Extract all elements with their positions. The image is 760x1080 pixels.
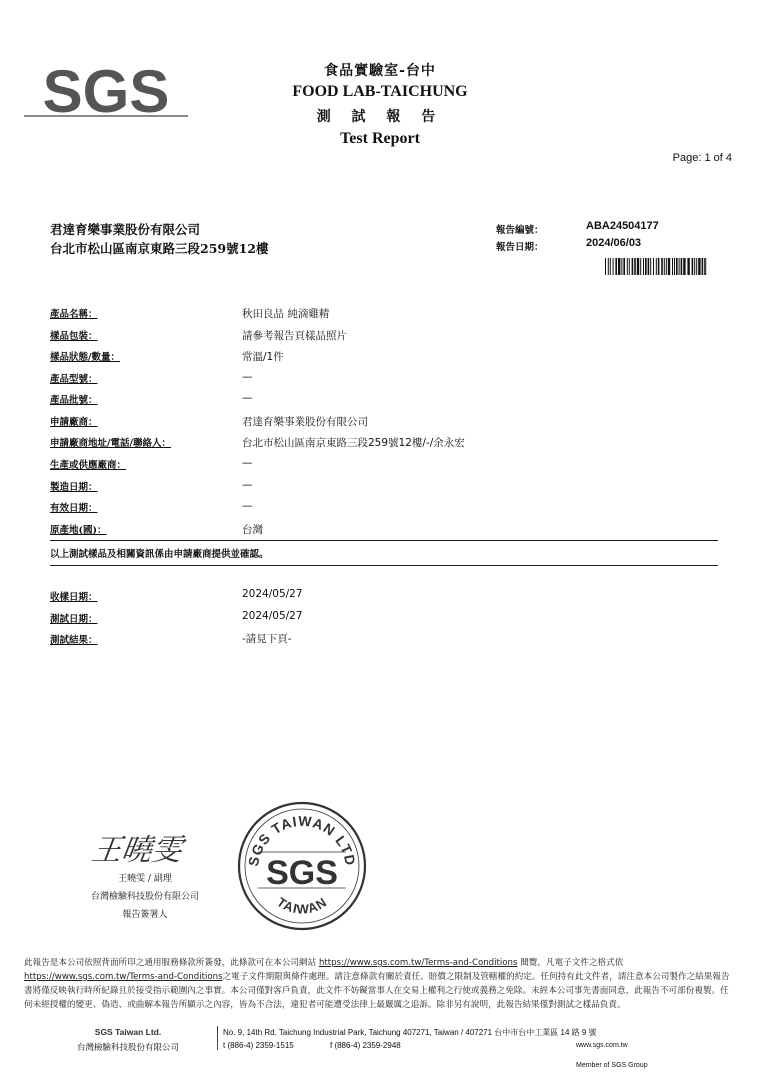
detail-label: 生產或供應廠商： bbox=[50, 460, 127, 471]
detail-label: 製造日期： bbox=[50, 482, 98, 493]
barcode-bar bbox=[687, 258, 689, 275]
detail-value: 君達育樂事業股份有限公司 bbox=[242, 416, 368, 428]
footer-member: Member of SGS Group bbox=[576, 1062, 648, 1069]
barcode-bar bbox=[702, 258, 704, 275]
barcode-bar bbox=[615, 258, 617, 275]
barcode-bar bbox=[681, 258, 683, 275]
detail-label: 樣品包裝： bbox=[50, 331, 98, 342]
detail-value: — bbox=[242, 479, 253, 491]
barcode-bar bbox=[640, 258, 641, 275]
report-number: ABA24504177 bbox=[586, 220, 659, 232]
client-address: 台北市松山區南京東路三段259號12樓 bbox=[50, 241, 269, 256]
report-title-en: Test Report bbox=[340, 130, 420, 147]
barcode-bar bbox=[634, 258, 636, 275]
barcode-bar bbox=[623, 258, 625, 275]
barcode-bar bbox=[632, 258, 634, 275]
detail-value: 秋田良品 純滴雞精 bbox=[242, 308, 330, 320]
detail-value: — bbox=[242, 392, 253, 404]
barcode-bar bbox=[656, 258, 657, 275]
terms-disclaimer bbox=[24, 956, 736, 1012]
detail-value: 常溫/1件 bbox=[242, 351, 284, 363]
barcode-bar bbox=[704, 258, 706, 275]
footer-address: No. 9, 14th Rd. Taichung Industrial Park, Taichung 407271, Taiwan / 407271 台中市台中工業區 14 路 9 號 bbox=[223, 1028, 597, 1037]
barcode bbox=[605, 258, 707, 275]
barcode-bar bbox=[664, 258, 665, 275]
barcode-bar bbox=[674, 258, 675, 275]
date-label: 測試結果： bbox=[50, 635, 98, 646]
barcode-bar bbox=[650, 258, 651, 275]
barcode-bar bbox=[627, 258, 628, 275]
detail-label: 有效日期： bbox=[50, 503, 98, 514]
client-name: 君達育樂事業股份有限公司 bbox=[50, 222, 201, 237]
report-date-label: 報告日期： bbox=[496, 242, 544, 253]
barcode-bar bbox=[637, 258, 639, 275]
barcode-bar bbox=[666, 258, 667, 275]
detail-label: 申請廠商地址/電話/聯絡人： bbox=[50, 438, 171, 449]
detail-value: 台北市松山區南京東路三段259號12樓/-/余永宏 bbox=[242, 437, 465, 449]
sgs-logo-text: SGS bbox=[42, 60, 170, 122]
barcode-bar bbox=[645, 258, 647, 275]
date-value: 2024/05/27 bbox=[242, 588, 303, 600]
detail-label: 原產地(國)： bbox=[50, 525, 107, 536]
disclaimer-text: 此報告是本公司依照背面所印之通用服務條款所簽發，此條款可在本公司網站 bbox=[24, 958, 317, 968]
divider bbox=[50, 565, 718, 566]
barcode-bar bbox=[618, 258, 620, 275]
barcode-bar bbox=[648, 258, 650, 275]
footer-divider bbox=[217, 1026, 218, 1050]
barcode-bar bbox=[643, 258, 644, 275]
signer-name-title: 王曉雯 / 副理 bbox=[118, 874, 172, 884]
confirmation-note: 以上測試樣品及相關資訊係由申請廠商提供並確認。 bbox=[50, 549, 269, 560]
report-date: 2024/06/03 bbox=[586, 237, 642, 249]
report-number-label: 報告編號： bbox=[496, 225, 544, 236]
signer-role: 報告簽署人 bbox=[122, 910, 168, 920]
detail-value: — bbox=[242, 371, 253, 383]
detail-value: — bbox=[242, 457, 253, 469]
barcode-bar bbox=[692, 258, 694, 275]
divider bbox=[50, 540, 718, 541]
seal-center-text: SGS bbox=[266, 854, 338, 892]
barcode-bar bbox=[605, 258, 606, 275]
barcode-bar bbox=[653, 258, 654, 275]
barcode-bar bbox=[694, 258, 695, 275]
lab-name-en: FOOD LAB-TAICHUNG bbox=[292, 83, 468, 100]
footer-tel: t (886-4) 2359-1515 bbox=[223, 1041, 294, 1050]
date-value: 2024/05/27 bbox=[242, 610, 303, 622]
footer-website[interactable]: www.sgs.com.tw bbox=[576, 1042, 628, 1049]
barcode-bar bbox=[676, 258, 678, 275]
barcode-bar bbox=[668, 258, 670, 275]
barcode-bar bbox=[610, 258, 611, 275]
detail-label: 樣品狀態/數量： bbox=[50, 352, 120, 363]
detail-value: 請參考報告頁樣品照片 bbox=[242, 330, 347, 342]
barcode-bar bbox=[679, 258, 680, 275]
handwritten-signature bbox=[80, 826, 200, 868]
seal-bottom-text: TAIWAN bbox=[274, 894, 330, 917]
terms-link[interactable]: https://www.sgs.com.tw/Terms-and-Conditions bbox=[24, 972, 223, 982]
detail-label: 產品型號： bbox=[50, 374, 98, 385]
footer-company-en: SGS Taiwan Ltd. bbox=[94, 1027, 162, 1037]
date-label: 收樣日期： bbox=[50, 592, 98, 603]
detail-label: 申請廠商： bbox=[50, 417, 98, 428]
detail-value: — bbox=[242, 500, 253, 512]
date-value: -請見下頁- bbox=[242, 633, 292, 645]
date-label: 測試日期： bbox=[50, 614, 98, 625]
sgs-seal bbox=[236, 800, 368, 932]
svg-text:TAIWAN bbox=[274, 894, 330, 917]
footer-company-cn: 台灣檢驗科技股份有限公司 bbox=[76, 1043, 179, 1053]
barcode-bar bbox=[672, 258, 673, 275]
barcode-bar bbox=[608, 258, 609, 275]
lab-name-cn: 食品實驗室-台中 bbox=[324, 63, 436, 79]
barcode-bar bbox=[696, 258, 697, 275]
barcode-bar bbox=[613, 258, 614, 275]
page-number: Page: 1 of 4 bbox=[672, 152, 732, 164]
signature-script: 王曉雯 bbox=[89, 833, 184, 868]
detail-label: 產品名稱： bbox=[50, 309, 98, 320]
seal-top-text: SGS TAIWAN LTD bbox=[245, 812, 359, 868]
report-title-cn: 測 試 報 告 bbox=[316, 109, 444, 125]
barcode-bar bbox=[629, 258, 630, 275]
signer-company: 台灣檢驗科技股份有限公司 bbox=[90, 892, 199, 902]
detail-value: 台灣 bbox=[242, 524, 263, 536]
barcode-bar bbox=[661, 258, 663, 275]
disclaimer-text: 閱覽，凡電子文件之格式依 bbox=[520, 958, 624, 968]
barcode-bar bbox=[683, 258, 685, 275]
barcode-bar bbox=[698, 258, 700, 275]
barcode-bar bbox=[621, 258, 622, 275]
detail-label: 產品批號： bbox=[50, 395, 98, 406]
terms-link[interactable]: https://www.sgs.com.tw/Terms-and-Conditions bbox=[318, 958, 518, 968]
footer-fax: f (886-4) 2359-2948 bbox=[330, 1041, 401, 1050]
barcode-bar bbox=[658, 258, 660, 275]
disclaimer-text: 之電子文件期限與條件處理。請注意條款有關於責任、賠償之限制及管轄權的約定。任何持有此文件者，請注意本公司製作之結果報告書將僅反映執行時所紀錄且於接受指示範圍內之事實。本公司僅對客戶負責，此文件不妨礙當事人在交易上權利之行使或義務之免除。未經本公司事先書面同意，此報告不可部份複製。任何未經授權的變更、偽造、或曲解本報告所顯示之內容，皆為不合法，違犯者可能遭受法律上最嚴厲之追訴。除非另有說明，此報告結果僅對測試之樣品負責。 bbox=[24, 972, 730, 1010]
